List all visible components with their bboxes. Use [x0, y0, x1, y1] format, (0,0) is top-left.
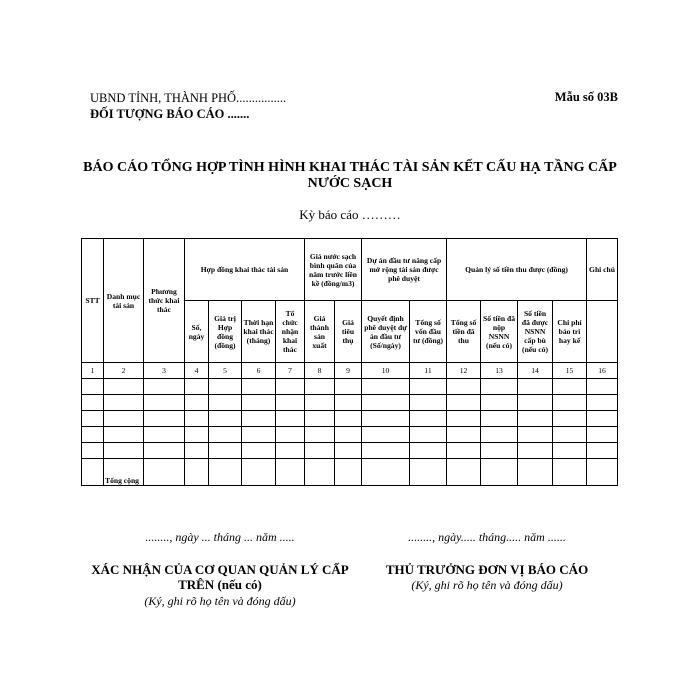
column-number: 9 — [335, 363, 362, 379]
column-number: 11 — [410, 363, 447, 379]
subheader-approval-decision: Quyết định phê duyệt dự án đầu tư (Số/ngày) — [362, 301, 410, 363]
table-row — [82, 411, 618, 427]
subheader-total-investment: Tổng số vốn đầu tư (đồng) — [410, 301, 447, 363]
subheader-budget-offset: Số tiền đã được NSNN cấp bù (nếu có) — [518, 301, 553, 363]
left-signature-title: XÁC NHẬN CỦA CƠ QUAN QUẢN LÝ CẤP TRÊN (nếu có) — [91, 562, 349, 592]
column-number: 6 — [242, 363, 276, 379]
table-row — [82, 427, 618, 443]
column-number: 2 — [104, 363, 144, 379]
header-project: Dự án đầu tư nâng cấp mở rộng tài sản được phê duyệt — [362, 239, 447, 301]
header-notes: Ghi chú — [587, 239, 618, 301]
left-signature-date: ........, ngày ... tháng ... năm ..... — [145, 530, 295, 544]
subheader-collection-costs: Chi phí bảo trì hay kế — [553, 301, 587, 363]
subheader-contract-value: Giá trị Hợp đồng (đồng) — [209, 301, 242, 363]
subheader-production-price: Giá thành sản xuất — [305, 301, 335, 363]
column-number: 3 — [144, 363, 185, 379]
right-signature-date: ........, ngày..... tháng..... năm ...... — [408, 530, 566, 544]
table-row — [82, 443, 618, 459]
table-row — [82, 379, 618, 395]
column-number: 1 — [82, 363, 104, 379]
right-signature-title: THỦ TRƯỞNG ĐƠN VỊ BÁO CÁO — [385, 562, 589, 577]
table-header-row-1 — [82, 239, 618, 301]
column-number: 12 — [447, 363, 481, 379]
subheader-contract-no: Số, ngày — [185, 301, 209, 363]
column-number: 15 — [553, 363, 587, 379]
document-title: BÁO CÁO TỔNG HỢP TÌNH HÌNH KHAI THÁC TÀI SẢN KẾT CẤU HẠ TẦNG CẤP NƯỚC SẠCH — [83, 160, 617, 191]
agency-line: UBND TỈNH, THÀNH PHỐ................ — [90, 91, 287, 105]
column-number: 4 — [185, 363, 209, 379]
header-fund-management: Quản lý số tiền thu được (đồng) — [447, 239, 587, 301]
column-number: 10 — [362, 363, 410, 379]
subheader-total-collected: Tổng số tiền đã thu — [447, 301, 481, 363]
subheader-duration: Thời hạn khai thác (tháng) — [242, 301, 276, 363]
subheader-operator: Tổ chức nhận khai thác — [276, 301, 305, 363]
right-signature-note: (Ký, ghi rõ họ tên và đóng dấu) — [411, 578, 563, 592]
report-table — [81, 238, 618, 486]
report-period: Kỳ báo cáo ……… — [299, 207, 401, 222]
report-subject-line: ĐỐI TƯỢNG BÁO CÁO ....... — [90, 107, 250, 121]
header-stt: STT — [82, 239, 104, 363]
subheader-paid-to-budget: Số tiền đã nộp NSNN (nếu có) — [481, 301, 518, 363]
report-header-left — [90, 90, 286, 122]
column-number: 14 — [518, 363, 553, 379]
form-number: Mẫu số 03B — [554, 90, 618, 104]
table-row — [82, 395, 618, 411]
header-contract: Hợp đồng khai thác tài sản — [185, 239, 305, 301]
column-number: 8 — [305, 363, 335, 379]
column-number: 13 — [481, 363, 518, 379]
left-signature-note: (Ký, ghi rõ họ tên và đóng dấu) — [144, 594, 296, 608]
header-asset-list: Danh mục tài sản — [104, 239, 144, 363]
column-number-row — [82, 363, 618, 379]
subheader-consumption-price: Giá tiêu thụ — [335, 301, 362, 363]
column-number: 5 — [209, 363, 242, 379]
header-method: Phương thức khai thác — [144, 239, 185, 363]
total-label: Tổng cộng — [104, 459, 144, 486]
column-number: 16 — [587, 363, 618, 379]
column-number: 7 — [276, 363, 305, 379]
total-row — [82, 459, 618, 486]
subheader-notes-empty — [587, 301, 618, 363]
header-avg-price: Giá nước sạch bình quân của năm trước liền kề (đồng/m3) — [305, 239, 362, 301]
